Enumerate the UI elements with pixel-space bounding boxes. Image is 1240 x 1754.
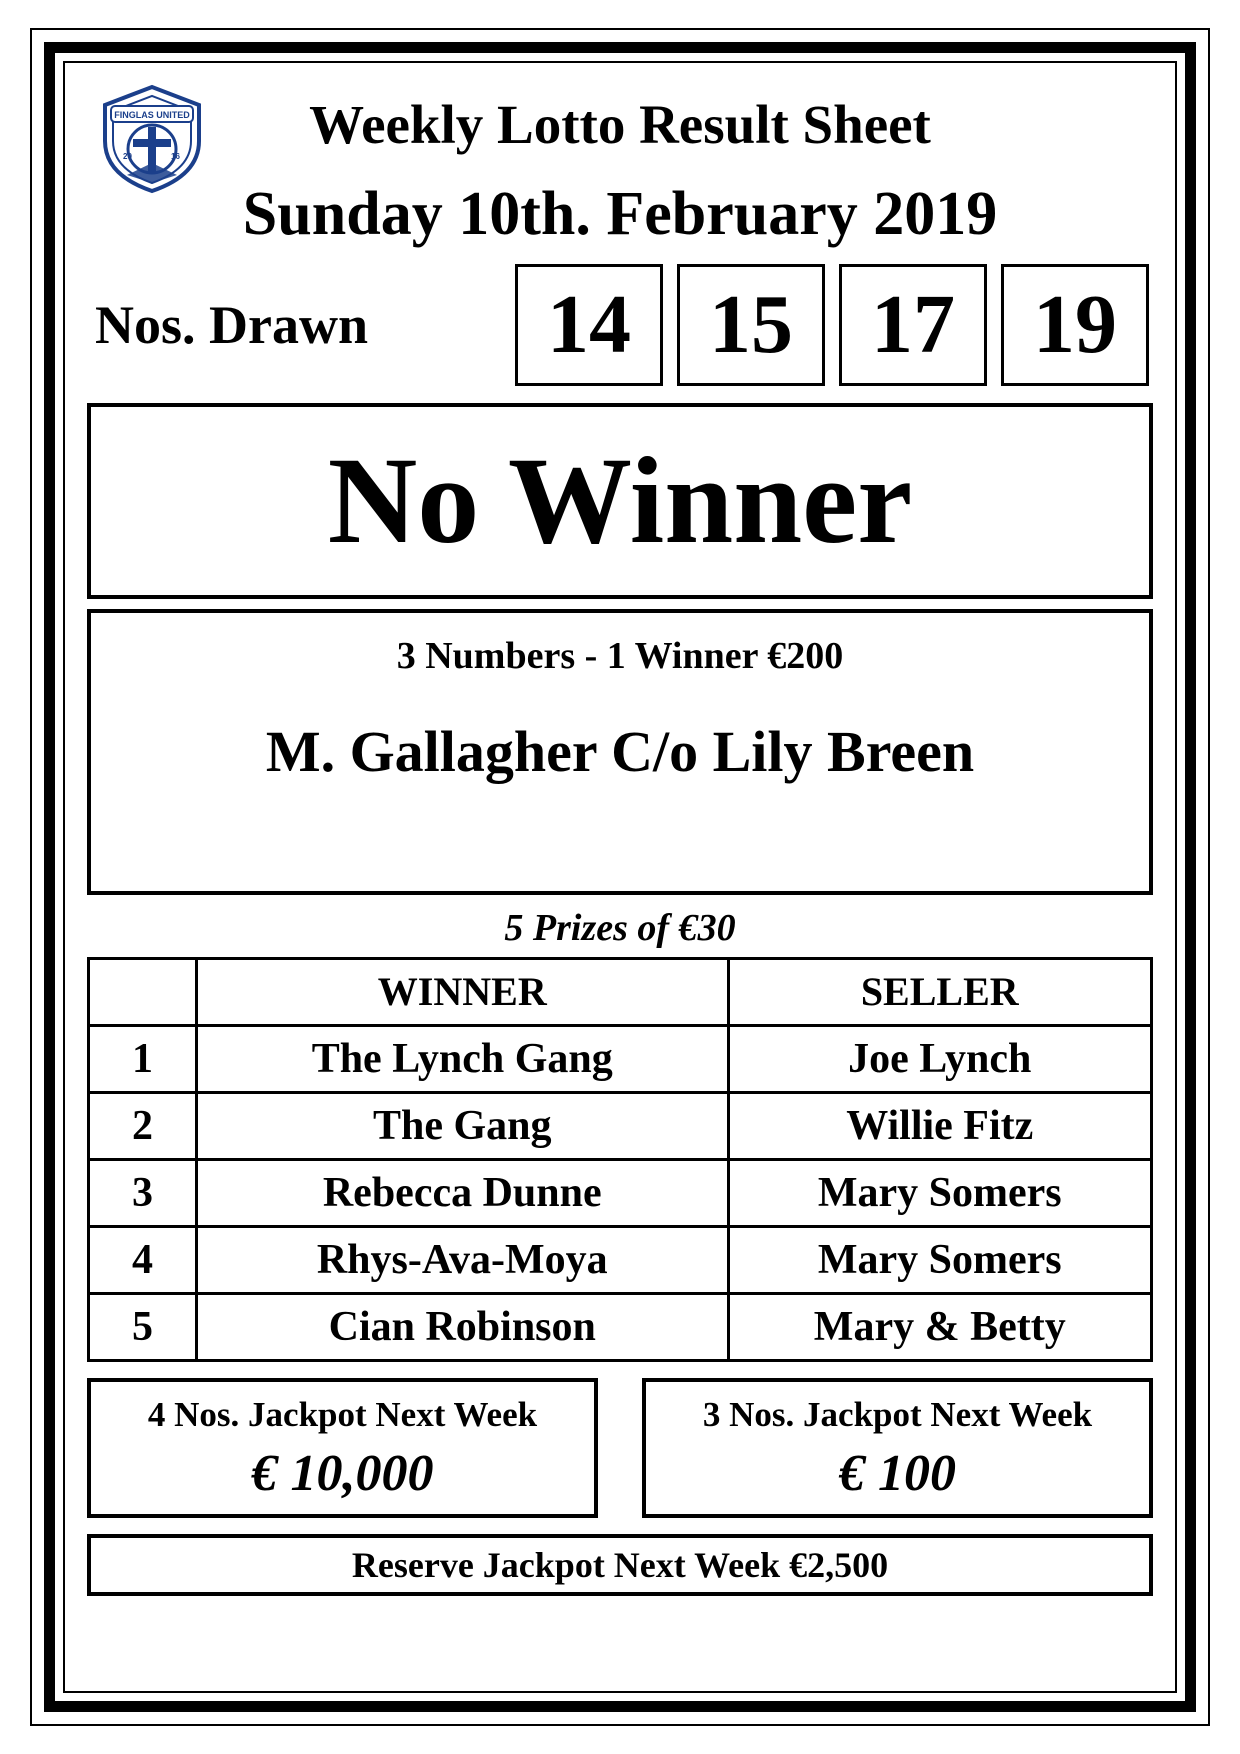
jackpot-result-banner [87, 403, 1153, 599]
row-index: 3 [89, 1160, 197, 1227]
row-seller: Joe Lynch [728, 1026, 1152, 1093]
three-numbers-winner: M. Gallagher C/o Lily Breen [265, 719, 975, 784]
table-row [89, 1093, 1152, 1160]
jackpot-label: 4 Nos. Jackpot Next Week [147, 1394, 538, 1434]
draw-date: Sunday 10th. February 2019 [242, 180, 998, 248]
sheet-content [63, 61, 1177, 1693]
row-seller: Mary & Betty [728, 1294, 1152, 1361]
club-crest-icon [93, 79, 211, 197]
row-index: 5 [89, 1294, 197, 1361]
svg-text:FINGLAS UNITED: FINGLAS UNITED [114, 110, 190, 120]
jackpot-label: 3 Nos. Jackpot Next Week [702, 1394, 1093, 1434]
row-index: 2 [89, 1093, 197, 1160]
outer-border [30, 28, 1210, 1726]
reserve-jackpot-bar: Reserve Jackpot Next Week €2,500 [87, 1534, 1153, 1596]
svg-text:20: 20 [123, 152, 132, 161]
header [87, 77, 1153, 161]
row-seller: Mary Somers [728, 1227, 1152, 1294]
page-title: Weekly Lotto Result Sheet [309, 94, 931, 155]
table-row [89, 1227, 1152, 1294]
drawn-number: 17 [839, 264, 987, 386]
jackpot-box-4-numbers [87, 1378, 598, 1518]
bottom-spacer [87, 1596, 1153, 1673]
numbers-drawn-label: Nos. Drawn [95, 295, 369, 355]
thick-border [44, 42, 1196, 1712]
jackpot-result-text: No Winner [327, 432, 913, 569]
svg-text:16: 16 [171, 152, 180, 161]
row-seller: Willie Fitz [728, 1093, 1152, 1160]
jackpot-amount: € 100 [839, 1444, 956, 1502]
row-winner: The Gang [197, 1093, 729, 1160]
drawn-number: 14 [515, 264, 663, 386]
table-row [89, 1160, 1152, 1227]
numbers-drawn-list [382, 264, 1153, 386]
three-numbers-box [87, 609, 1153, 895]
winners-table [87, 957, 1153, 1362]
table-row [89, 1026, 1152, 1093]
row-seller: Mary Somers [728, 1160, 1152, 1227]
row-winner: Rebecca Dunne [197, 1160, 729, 1227]
table-header-row [89, 959, 1152, 1026]
drawn-number: 15 [677, 264, 825, 386]
prizes-caption: 5 Prizes of €30 [504, 907, 736, 949]
column-header-winner: WINNER [197, 959, 729, 1026]
jackpot-box-3-numbers [642, 1378, 1153, 1518]
column-header-index [89, 959, 197, 1026]
jackpot-amount: € 10,000 [251, 1444, 434, 1502]
row-winner: Rhys-Ava-Moya [197, 1227, 729, 1294]
column-header-seller: SELLER [728, 959, 1152, 1026]
numbers-drawn-row [87, 261, 1153, 389]
row-index: 4 [89, 1227, 197, 1294]
drawn-number: 19 [1001, 264, 1149, 386]
row-winner: The Lynch Gang [197, 1026, 729, 1093]
row-winner: Cian Robinson [197, 1294, 729, 1361]
table-row [89, 1294, 1152, 1361]
three-numbers-heading: 3 Numbers - 1 Winner €200 [396, 635, 844, 677]
next-week-jackpots [87, 1378, 1153, 1518]
row-index: 1 [89, 1026, 197, 1093]
